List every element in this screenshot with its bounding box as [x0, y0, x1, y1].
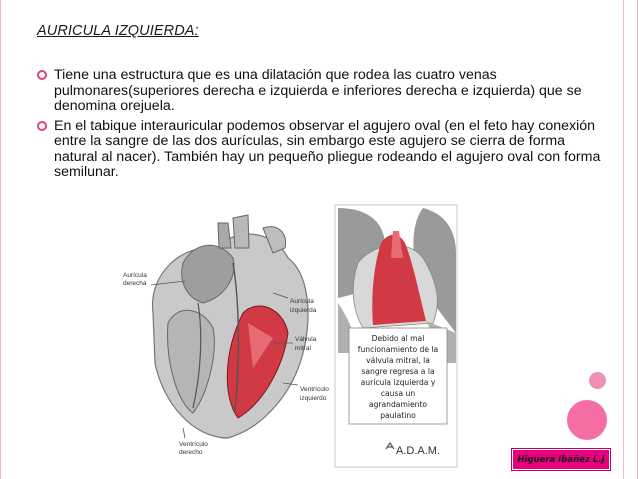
heart-illustration: [123, 203, 463, 473]
label-ventriculo-izquierdo: izquierdo: [300, 395, 327, 402]
label-auricula-izquierda: izquierda: [290, 307, 317, 314]
label-valvula-mitral: Válvula: [295, 336, 317, 343]
author-name: Higuera Ibañez L.J: [517, 454, 605, 465]
right-border-rule: [623, 0, 624, 479]
label-ventriculo-derecho: derecho: [179, 449, 203, 456]
label-valvula-mitral: mitral: [295, 345, 311, 352]
caption-line: válvula mitral, la: [366, 356, 430, 365]
caption-line: causa un: [380, 389, 416, 398]
label-ventriculo-derecho: Ventrículo: [179, 441, 208, 448]
label-auricula-izquierda: Aurícula: [290, 298, 314, 305]
bullet-list: [36, 68, 602, 181]
caption-line: aurícula izquierda y: [360, 378, 436, 387]
label-ventriculo-izquierdo: Ventrículo: [300, 386, 329, 393]
caption-line: Debido al mal: [371, 334, 425, 343]
bullet-text: En el tabique interauricular podemos observar el agujero oval (en el feto hay conexión entre la sangre de las dos aurículas, sin embargo este agujero se cierra de forma natural al nacer). También hay un pequeño pliegue rodeando el agujero oval con forma semilunar.: [54, 117, 601, 180]
caption-line: agrandamiento: [368, 400, 428, 409]
bullet-circle-icon: [37, 70, 47, 80]
label-auricula-derecha: Aurícula: [123, 272, 147, 279]
bullet-circle-icon: [37, 121, 47, 131]
bullet-item: [36, 119, 602, 181]
heart-drawing: [153, 215, 308, 438]
adam-logo-text: A.D.A.M.: [396, 445, 441, 457]
decorative-circle-large: [567, 400, 607, 440]
decorative-circle-small: [589, 372, 606, 389]
bullet-item: [36, 68, 602, 115]
caption-line: funcionamiento de la: [357, 345, 439, 354]
slide-title: AURICULA IZQUIERDA:: [37, 23, 199, 39]
author-badge: [512, 449, 610, 470]
bullet-text: Tiene una estructura que es una dilatación que rodea las cuatro venas pulmonares(superiores derecha e izquierda e inferiores derecha e izquierda) que se denomina orejuela.: [54, 67, 582, 114]
label-auricula-derecha: derecha: [123, 280, 147, 287]
caption-line: paulatino: [380, 411, 416, 420]
caption-line: sangre regresa a la: [361, 367, 435, 376]
